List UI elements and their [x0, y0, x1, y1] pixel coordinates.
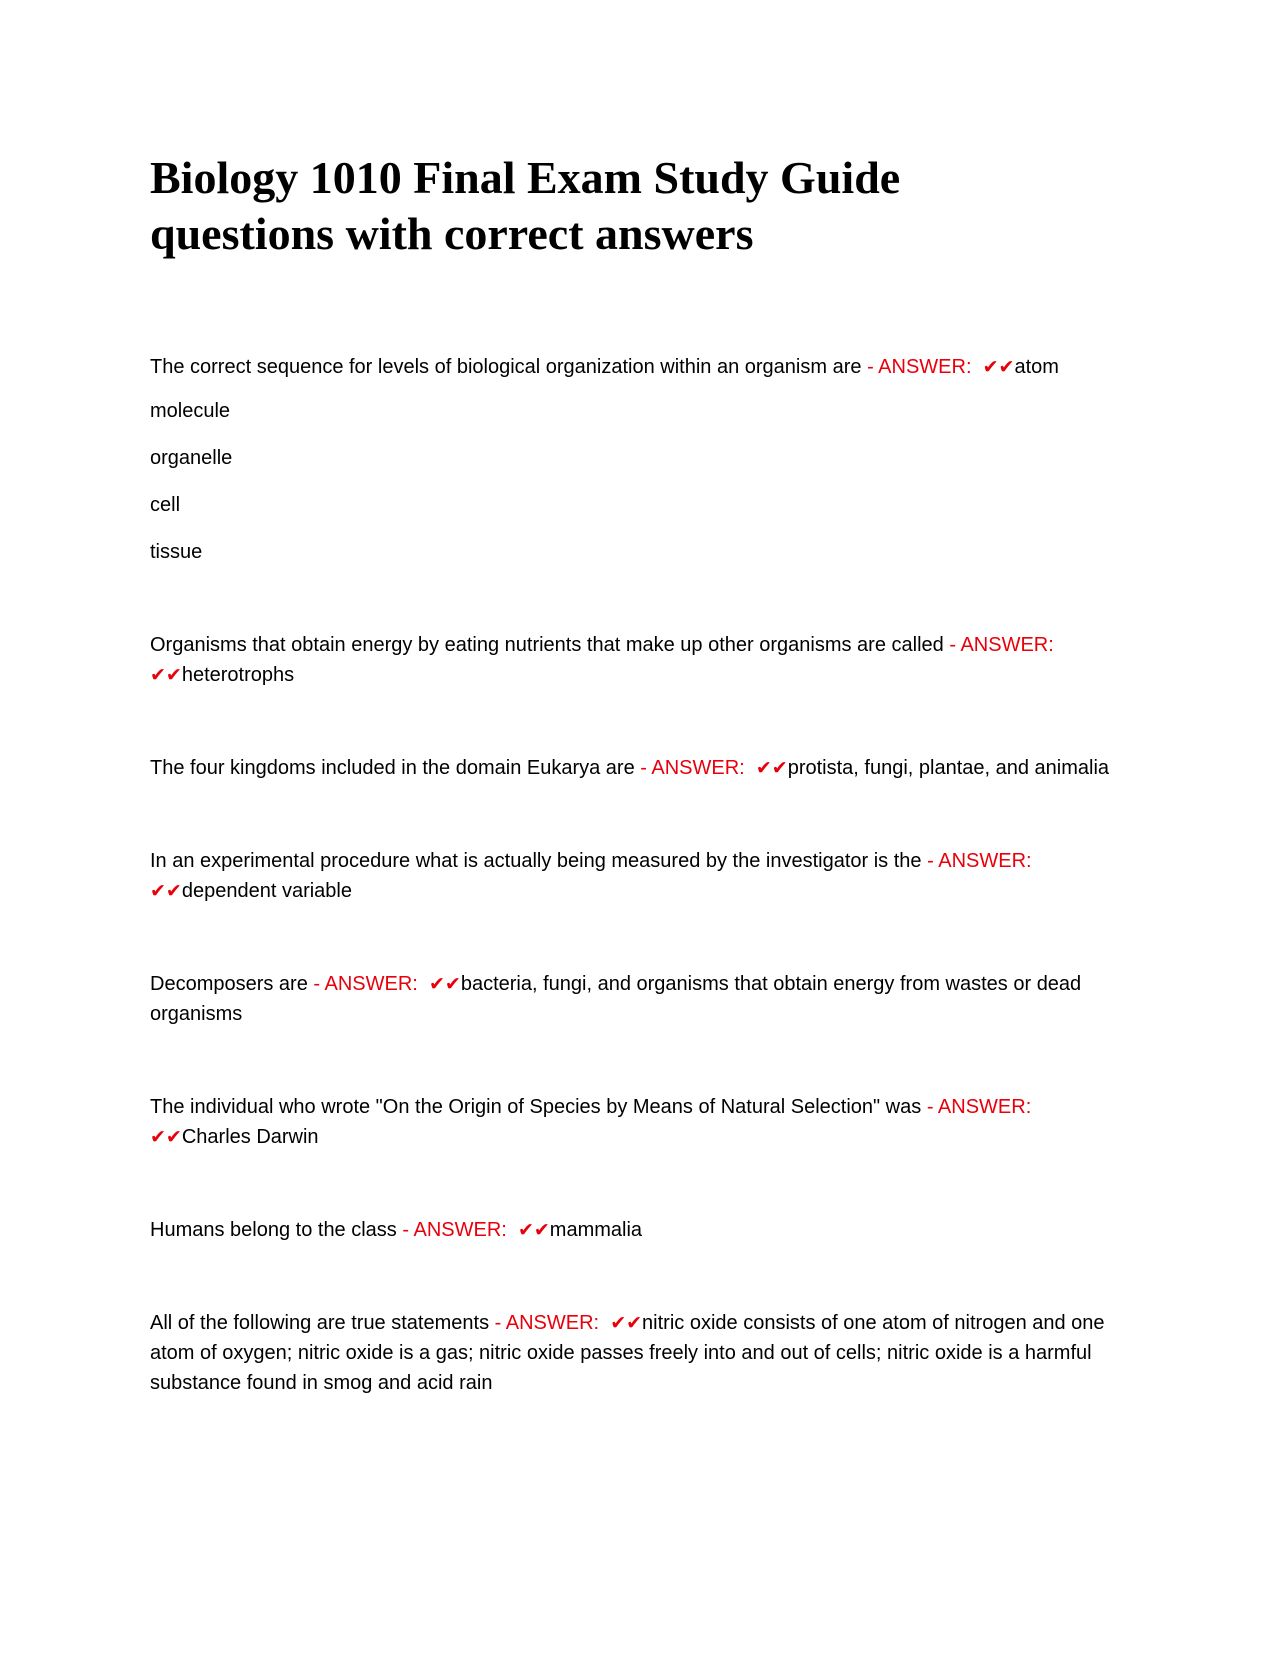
- document-title: [150, 150, 1130, 262]
- question-item: [150, 1215, 1130, 1245]
- document-page: [150, 150, 1130, 1461]
- answer-text: mammalia: [549, 1219, 643, 1241]
- question-label: Decomposers are: [150, 973, 308, 995]
- answer-text: dependent variable: [181, 880, 352, 902]
- answer-text: Charles Darwin: [181, 1126, 319, 1148]
- answer-text: atom: [1014, 356, 1059, 378]
- question-label: The correct sequence for levels of biological organization within an organism are: [150, 356, 862, 378]
- check-mark-icon: ✔✔: [150, 1126, 182, 1148]
- answer-tag: - ANSWER:: [494, 1312, 600, 1334]
- answer-tag: - ANSWER:: [313, 973, 418, 995]
- title-line-2: questions with correct answers: [150, 208, 754, 259]
- question-label: In an experimental procedure what is actually being measured by the investigator is the: [150, 850, 922, 872]
- question-item: [150, 969, 1130, 1029]
- question-item: [150, 630, 1130, 690]
- answer-line: cell: [150, 494, 181, 516]
- question-list: [150, 352, 1130, 1398]
- answer-text: bacteria, fungi, and organisms that obtain energy from wastes or dead organisms: [150, 973, 1082, 1025]
- question-label: The four kingdoms included in the domain Eukarya are: [150, 757, 635, 779]
- check-mark-icon: ✔✔: [150, 880, 182, 902]
- check-mark-icon: ✔✔: [755, 757, 788, 779]
- title-line-1: Biology 1010 Final Exam Study Guide: [150, 152, 901, 203]
- check-mark-icon: ✔✔: [150, 664, 182, 686]
- question-text: [150, 352, 1130, 382]
- answer-line: tissue: [150, 541, 203, 563]
- answer-text: nitric oxide consists of one atom of nitrogen and one atom of oxygen; nitric oxide is a gas; nitric oxide passes freely into and out of cells; nitric oxide is a harmful substance found in smog and acid rain: [150, 1312, 1105, 1394]
- question-label: Organisms that obtain energy by eating nutrients that make up other organisms are called: [150, 634, 944, 656]
- answer-text: heterotrophs: [181, 664, 295, 686]
- question-item: [150, 753, 1130, 783]
- answer-tag: - ANSWER:: [402, 1219, 507, 1241]
- answer-line: organelle: [150, 447, 233, 469]
- answer-tag: - ANSWER:: [949, 634, 1054, 656]
- check-mark-icon: ✔✔: [982, 356, 1015, 378]
- question-item: [150, 1092, 1130, 1152]
- answer-line: molecule: [150, 400, 231, 422]
- answer-list: [150, 396, 1130, 567]
- answer-tag: - ANSWER:: [926, 1096, 1032, 1118]
- question-item: [150, 352, 1130, 567]
- check-mark-icon: ✔✔: [517, 1219, 550, 1241]
- question-label: Humans belong to the class: [150, 1219, 397, 1241]
- question-item: [150, 846, 1130, 906]
- check-mark-icon: ✔✔: [610, 1312, 643, 1334]
- check-mark-icon: ✔✔: [428, 973, 461, 995]
- answer-tag: - ANSWER:: [867, 356, 972, 378]
- answer-text: protista, fungi, plantae, and animalia: [787, 757, 1110, 779]
- answer-tag: - ANSWER:: [927, 850, 1032, 872]
- question-label: All of the following are true statements: [150, 1312, 490, 1334]
- answer-tag: - ANSWER:: [640, 757, 745, 779]
- question-item: [150, 1308, 1130, 1398]
- question-label: The individual who wrote "On the Origin of Species by Means of Natural Selection" was: [150, 1096, 922, 1118]
